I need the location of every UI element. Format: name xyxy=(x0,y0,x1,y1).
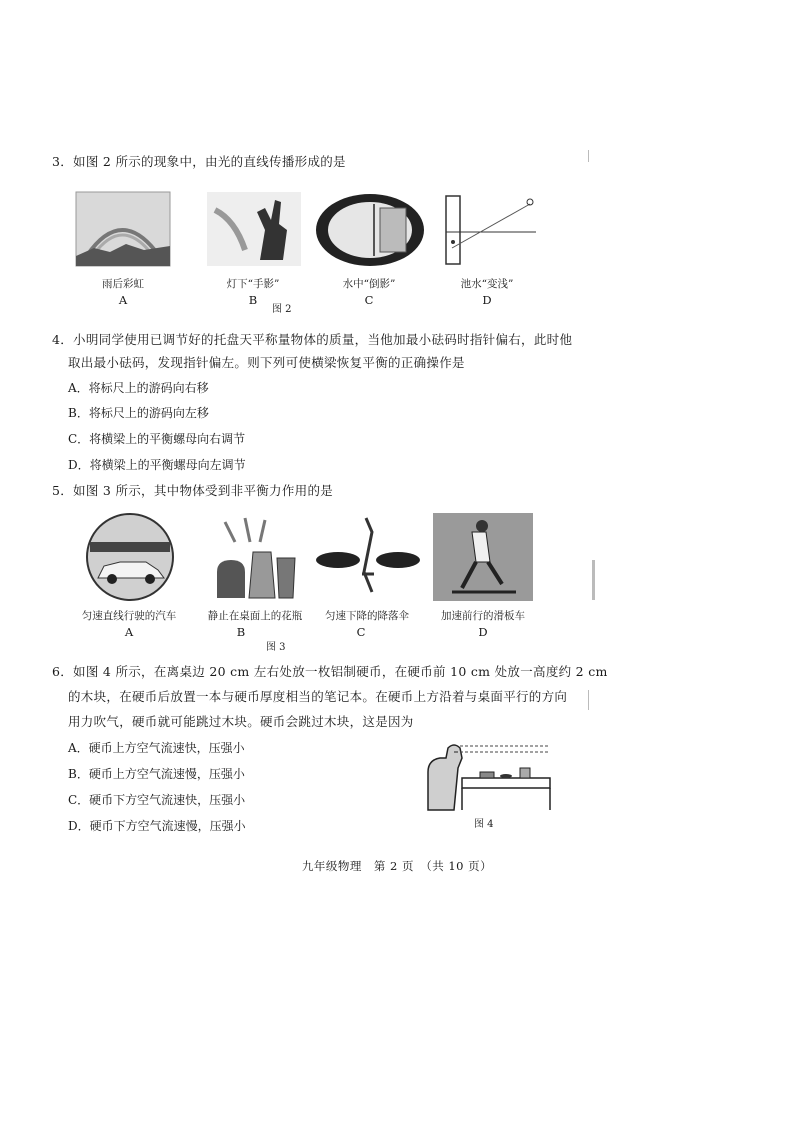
q6-option-a: A．硬币上方空气流速快，压强小 xyxy=(68,741,245,755)
scan-mark xyxy=(592,560,595,600)
q5-image-vase xyxy=(205,512,305,602)
q5-caption-b: 静止在桌面上的花瓶 xyxy=(207,610,303,622)
q5-caption-c: 匀速下降的降落伞 xyxy=(325,610,409,622)
q3-letter-c: C xyxy=(364,293,374,307)
q5-caption-d: 加速前行的滑板车 xyxy=(441,610,525,622)
q3-letter-a: A xyxy=(118,293,128,307)
q5-letter-a: A xyxy=(124,625,134,639)
q6-figure-label: 图 4 xyxy=(474,819,494,830)
q5-stem: 5．如图 3 所示，其中物体受到非平衡力作用的是 xyxy=(52,483,334,498)
scan-mark xyxy=(588,690,589,710)
q6-option-b: B．硬币上方空气流速慢，压强小 xyxy=(68,767,245,781)
q6-image-blowing-coin xyxy=(424,738,554,814)
q5-caption-a: 匀速直线行驶的汽车 xyxy=(81,610,177,622)
q3-image-hand-shadow xyxy=(205,190,305,270)
q4-option-c: C．将横梁上的平衡螺母向右调节 xyxy=(68,432,246,446)
q5-image-scooter xyxy=(432,512,534,602)
q3-image-rainbow xyxy=(74,190,174,270)
q6-option-c: C．硬币下方空气流速快，压强小 xyxy=(68,793,246,807)
q3-figure-label: 图 2 xyxy=(272,304,292,315)
q3-image-pool-shallow xyxy=(440,190,540,270)
page-footer: 九年级物理 第 2 页 （共 10 页） xyxy=(301,859,493,873)
q3-caption-b: 灯下“手影” xyxy=(226,278,280,290)
q6-stem-line1: 6．如图 4 所示，在离桌边 20 cm 左右处放一枚铝制硬币，在硬币前 10 cm 处放一高度约 2 cm xyxy=(52,664,608,679)
q3-caption-c: 水中“倒影” xyxy=(342,278,396,290)
q5-image-parachute xyxy=(312,512,422,602)
q3-image-reflection xyxy=(314,192,426,268)
q4-option-d: D．将横梁上的平衡螺母向左调节 xyxy=(68,458,246,472)
q5-letter-d: D xyxy=(478,625,488,639)
q3-stem: 3．如图 2 所示的现象中，由光的直线传播形成的是 xyxy=(52,154,346,169)
q6-stem-line2: 的木块，在硬币后放置一本与硬币厚度相当的笔记本。在硬币上方沿着与桌面平行的方向 xyxy=(68,689,568,704)
q6-option-d: D．硬币下方空气流速慢，压强小 xyxy=(68,819,246,833)
q4-stem-line1: 4．小明同学使用已调节好的托盘天平称量物体的质量，当他加最小砝码时指针偏右，此时他 xyxy=(52,332,573,347)
q3-letter-d: D xyxy=(482,293,492,307)
scan-mark xyxy=(588,150,589,162)
q5-figure-label: 图 3 xyxy=(266,642,286,653)
q3-letter-b: B xyxy=(248,293,258,307)
q6-stem-line3: 用力吹气，硬币就可能跳过木块。硬币会跳过木块，这是因为 xyxy=(68,714,414,729)
q5-letter-c: C xyxy=(356,625,366,639)
q4-option-a: A．将标尺上的游码向右移 xyxy=(68,381,209,395)
q3-caption-d: 池水“变浅” xyxy=(460,278,514,290)
q3-caption-a: 雨后彩虹 xyxy=(102,278,144,290)
q4-stem-line2: 取出最小砝码，发现指针偏左。则下列可使横梁恢复平衡的正确操作是 xyxy=(68,355,465,370)
q5-letter-b: B xyxy=(236,625,246,639)
q5-image-car xyxy=(80,512,180,602)
q4-option-b: B．将标尺上的游码向左移 xyxy=(68,406,209,420)
